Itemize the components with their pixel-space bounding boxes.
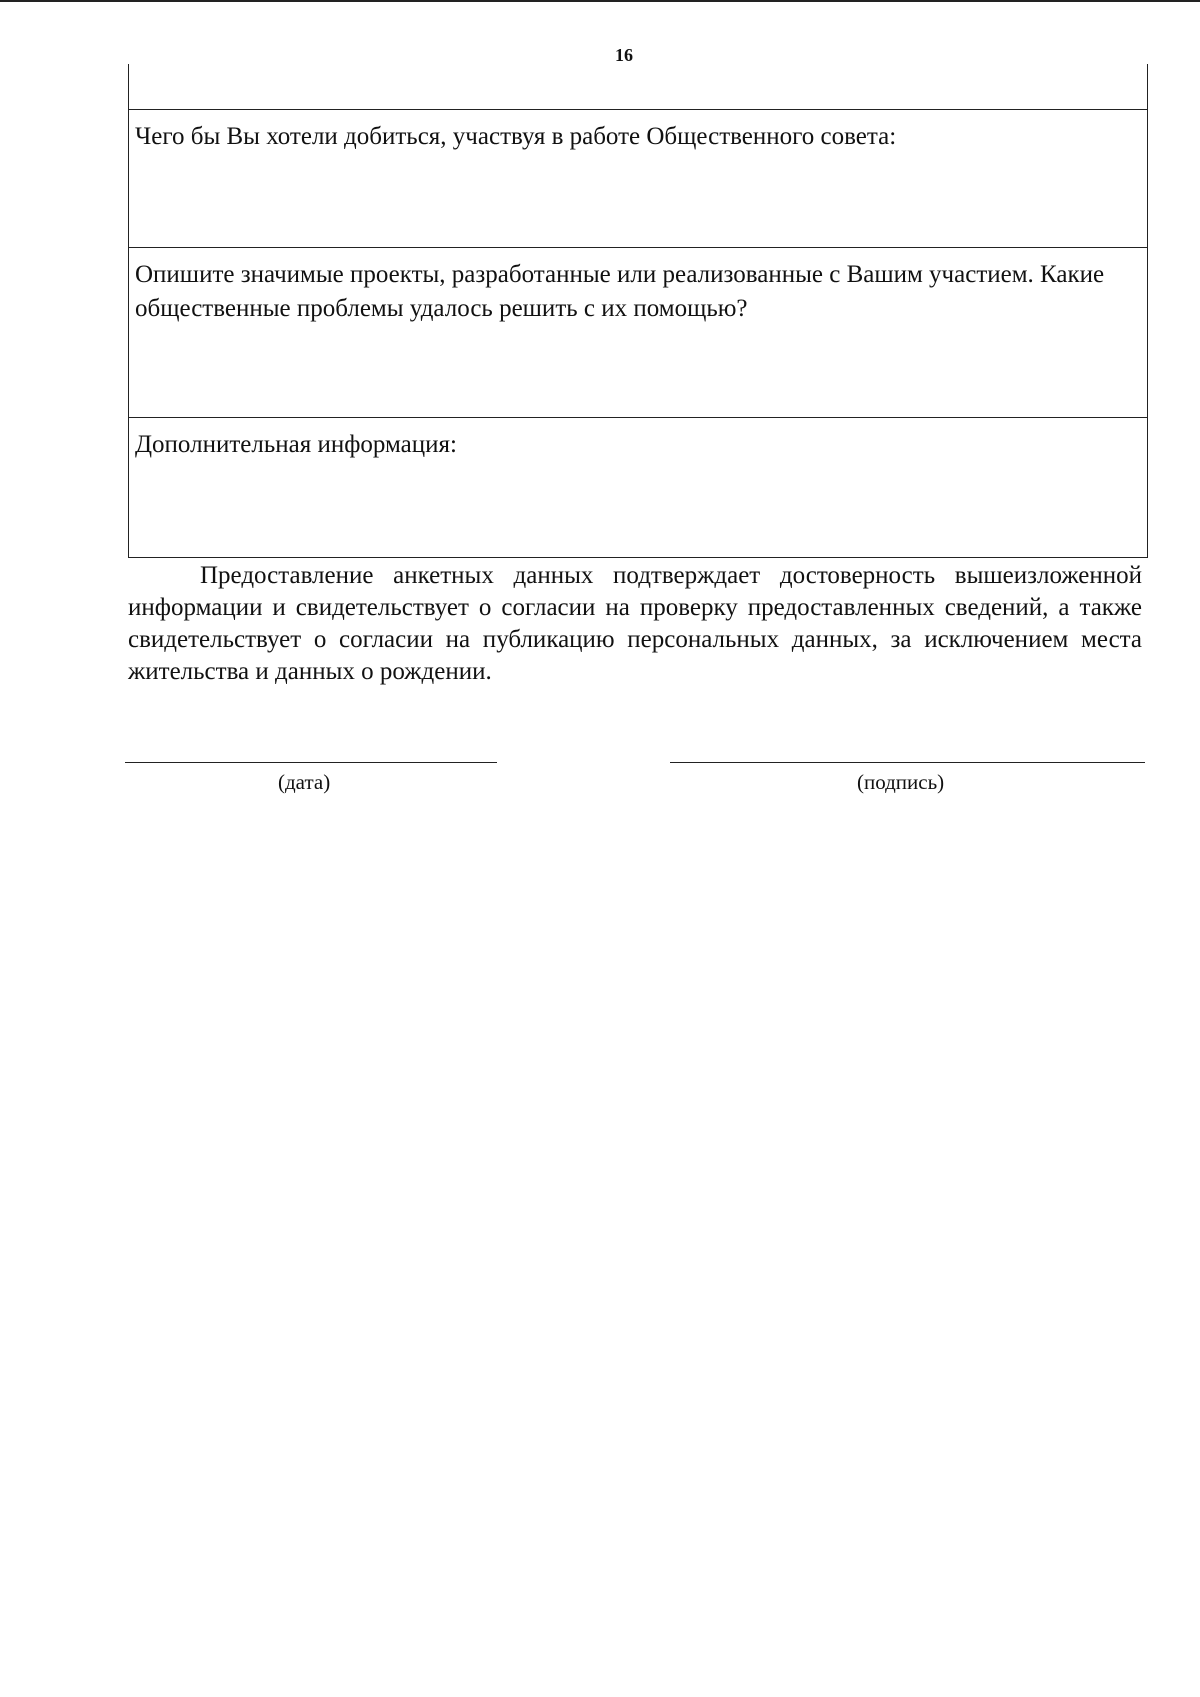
date-line[interactable] [125, 762, 497, 763]
page-number: 16 [615, 45, 633, 65]
table-row-projects[interactable]: Опишите значимые проекты, разработанные или реализованные с Вашим участием. Какие общественные проблемы удалось решить с их помощью? [129, 248, 1147, 418]
consent-paragraph: Предоставление анкетных данных подтверждает достоверность вышеизложенной информации и свидетельствует о согласии на проверку предоставленных сведений, а также свидетельствует о согласии на публикацию персональных данных, за исключением места жительства и данных о рождении. [128, 562, 1142, 685]
questionnaire-table [128, 64, 1148, 558]
date-caption: (дата) [278, 770, 331, 794]
signature-line[interactable] [670, 762, 1145, 763]
signature-caption: (подпись) [857, 770, 945, 794]
table-row-goals[interactable]: Чего бы Вы хотели добиться, участвуя в работе Общественного совета: [129, 110, 1147, 248]
table-row-additional-info[interactable]: Дополнительная информация: [135, 431, 457, 458]
page-top-edge [0, 0, 1200, 2]
table-row-continuation [129, 64, 1147, 110]
